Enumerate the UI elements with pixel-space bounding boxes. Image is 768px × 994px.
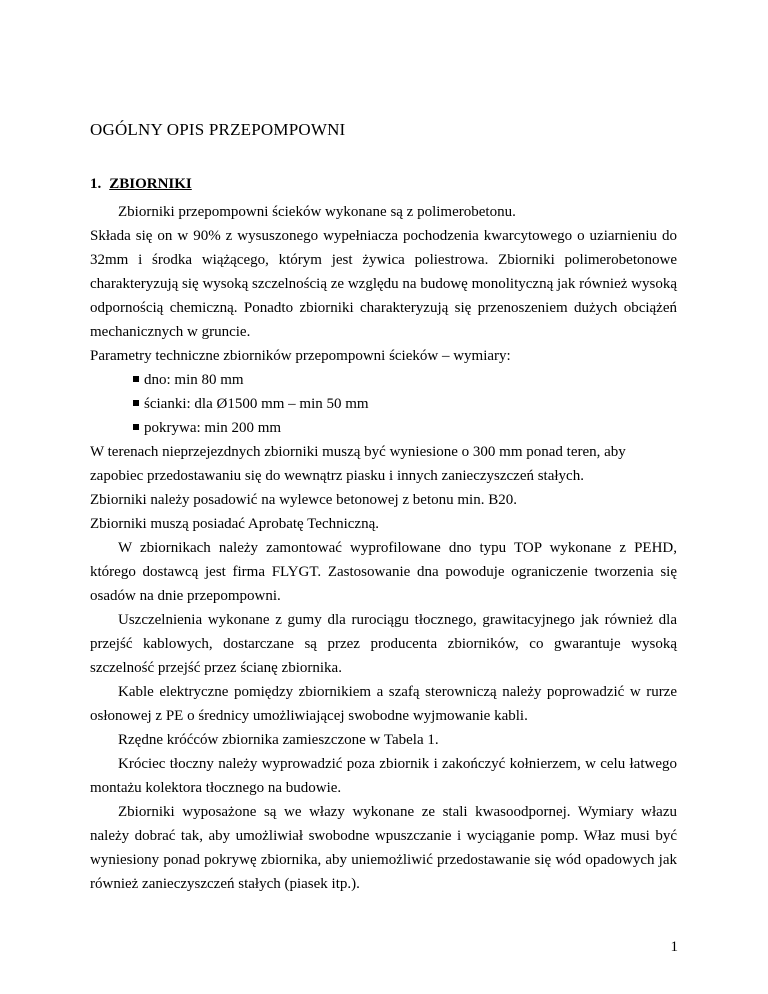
paragraph-foundation: Zbiorniki należy posadowić na wylewce betonowej z betonu min. B20. [90,492,517,508]
paragraph-intro: Zbiorniki przepompowni ścieków wykonane są z polimerobetonu. [118,204,516,220]
paragraph-elevation-line2: zapobiec przedostawaniu się do wewnątrz piasku i innych zanieczyszczeń stałych. [90,468,584,484]
paragraph-bottom-profile: W zbiornikach należy zamontować wyprofilowane dno typu TOP wykonane z PEHD, którego dostawcą jest firma FLYGT. Zastosowanie dna powoduje ograniczenie tworzenia się osadów na dnie przepompowni. [90,540,677,604]
section-title: ZBIORNIKI [109,176,192,192]
document-title: OGÓLNY OPIS PRZEPOMPOWNI [90,120,346,139]
page-number: 1 [670,939,678,955]
paragraph-parameters: Parametry techniczne zbiorników przepompowni ścieków – wymiary: [90,348,511,364]
bullet-square-icon [133,400,139,406]
list-item: dno: min 80 mm [133,368,677,392]
section-number: 1. [90,176,102,192]
list-item: ścianki: dla Ø1500 mm – min 50 mm [133,392,677,416]
paragraph-cables: Kable elektryczne pomiędzy zbiornikiem a szafą sterowniczą należy poprowadzić w rurze osłonowej z PE o średnicy umożliwiającej swobodne wyjmowanie kabli. [90,684,677,724]
paragraph-discharge-stub: Króciec tłoczny należy wyprowadzić poza zbiornik i zakończyć kołnierzem, w celu łatwego montażu kolektora tłocznego na budowie. [90,756,677,796]
section-heading [90,176,192,193]
paragraph-seals: Uszczelnienia wykonane z gumy dla rurociągu tłocznego, grawitacyjnego jak również dla przejść kablowych, dostarczane są przez producenta zbiorników, co gwarantuje wysoką szczelność przejść przez ścianę zbiornika. [90,612,677,676]
paragraph-composition: Składa się on w 90% z wysuszonego wypełniacza pochodzenia kwarcytowego o uziarnieniu do 32mm i środka wiążącego, którym jest żywica poliestrowa. Zbiorniki polimerobetonowe charakteryzują się wysoką szczelnością ze względu na budowę monolityczną jak również wysoką odpornością chemiczną. Ponadto zbiorniki charakteryzują się przenoszeniem dużych obciążeń mechanicznych w gruncie. [90,228,677,340]
document-body [90,200,677,896]
paragraph-elevation-line1: W terenach nieprzejezdnych zbiorniki muszą być wyniesione o 300 mm ponad teren, aby [90,444,626,460]
paragraph-hatches: Zbiorniki wyposażone są we włazy wykonane ze stali kwasoodpornej. Wymiary włazu należy dobrać tak, aby umożliwiał swobodne wpuszczanie i wyciąganie pomp. Właz musi być wyniesiony ponad pokrywę zbiornika, aby uniemożliwić przedostawanie się wód opadowych jak również zanieczyszczeń stałych (piasek itp.). [90,804,677,892]
paragraph-elevations-table: Rzędne króćców zbiornika zamieszczone w Tabela 1. [118,732,439,748]
parameters-list [90,368,677,440]
bullet-square-icon [133,424,139,430]
paragraph-approval: Zbiorniki muszą posiadać Aprobatę Techniczną. [90,516,379,532]
list-item: pokrywa: min 200 mm [133,416,677,440]
bullet-square-icon [133,376,139,382]
